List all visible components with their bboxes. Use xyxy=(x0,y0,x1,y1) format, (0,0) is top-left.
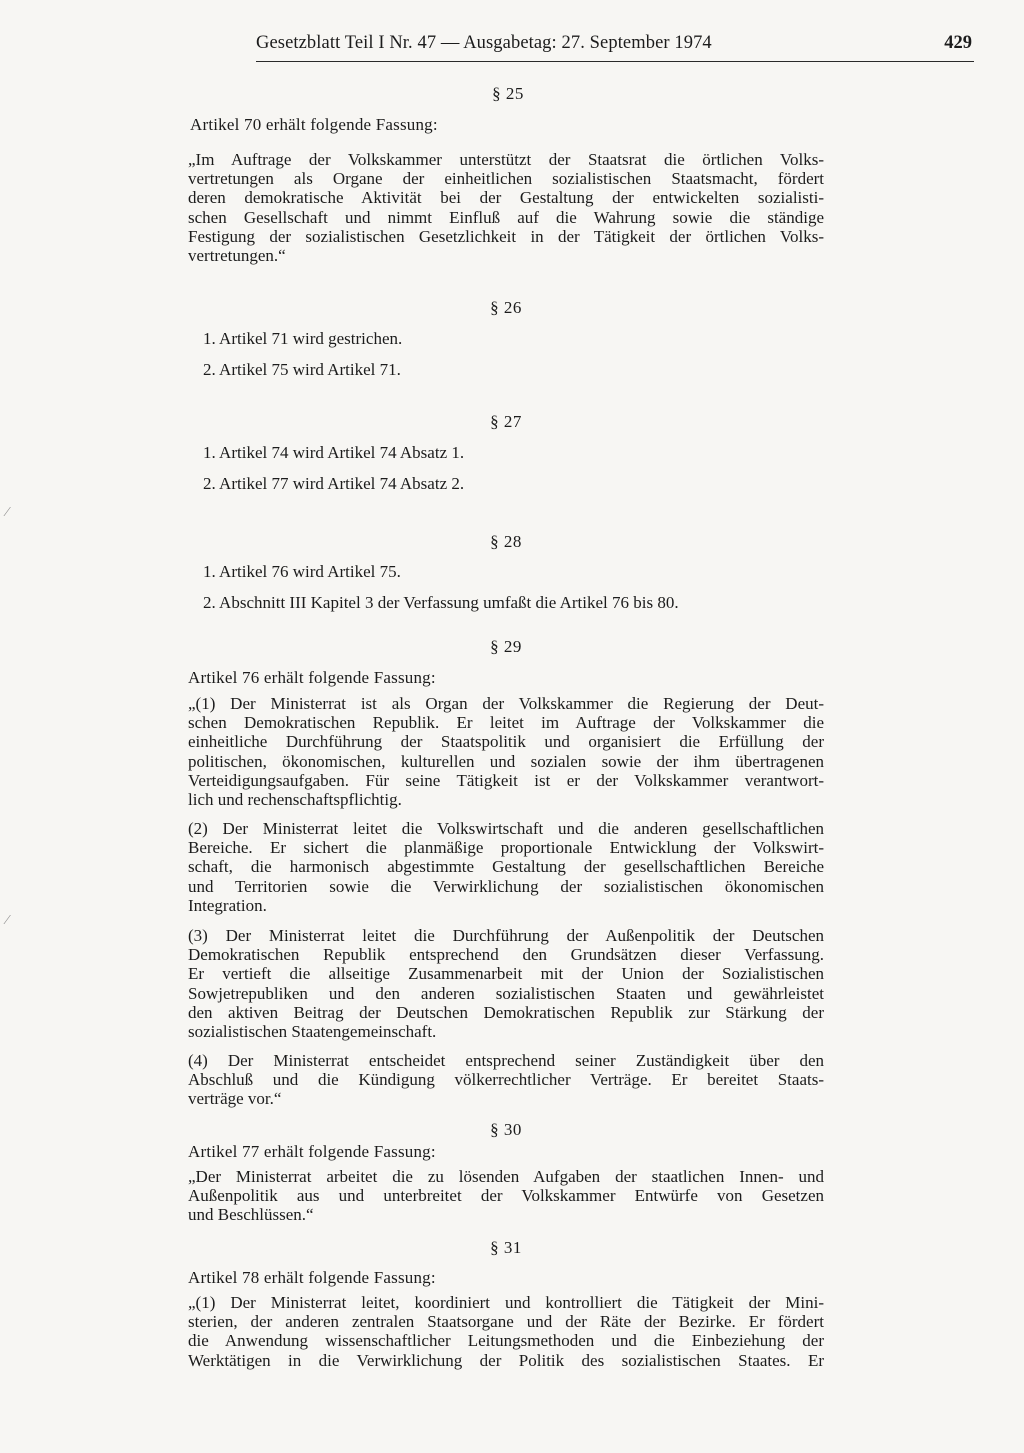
text-line: verträge vor.“ xyxy=(188,1089,282,1109)
section-30-intro: Artikel 77 erhält folgende Fassung: xyxy=(188,1142,436,1161)
text-line: „Im Auftrage der Volkskammer unterstützt der Staatsrat die örtlichen Volks- xyxy=(188,150,824,169)
scan-mark: ⁄ xyxy=(6,913,9,928)
text-line: Bereiche. Er sichert die planmäßige proportionale Entwicklung der Volkswirt- xyxy=(188,838,824,858)
text-line: Werktätigen in die Verwirklichung der Politik des sozialistischen Staates. Er xyxy=(188,1350,824,1370)
text-line: vertretungen als Organe der einheitlichen sozialistischen Staatsmacht, fördert xyxy=(188,169,824,189)
text-line: Sowjetrepubliken und den anderen sozialistischen Staaten und gewährleistet xyxy=(188,983,824,1003)
section-heading-30: § 30 xyxy=(490,1120,522,1139)
text-line: sterien, der anderen zentralen Staatsorgane und der Räte der Bezirke. Er fördert xyxy=(188,1312,824,1332)
section-heading-31: § 31 xyxy=(490,1238,522,1257)
section-heading-29: § 29 xyxy=(490,637,522,656)
page-number: 429 xyxy=(944,33,972,53)
text-line: „(1) Der Ministerrat ist als Organ der Volkskammer die Regierung der Deut- xyxy=(188,694,824,713)
section-25-intro: Artikel 70 erhält folgende Fassung: xyxy=(190,115,438,134)
section-heading-25: § 25 xyxy=(492,84,524,103)
list-item: 2. Artikel 77 wird Artikel 74 Absatz 2. xyxy=(203,474,465,493)
text-line: Demokratischen Republik entsprechend den Grundsätzen dieser Verfassung. xyxy=(188,945,824,965)
list-item: 1. Artikel 76 wird Artikel 75. xyxy=(203,562,401,581)
header-title: Gesetzblatt Teil I Nr. 47 — Ausgabetag: 27. September 1974 xyxy=(256,33,712,53)
text-line: politischen, ökonomischen, kulturellen und sozialen sowie der ihm übertragenen xyxy=(188,751,824,771)
text-line: Verteidigungsaufgaben. Für seine Tätigkeit ist er der Volkskammer verantwort- xyxy=(188,770,824,790)
text-line: „(1) Der Ministerrat leitet, koordiniert und kontrolliert die Tätigkeit der Mini- xyxy=(188,1293,824,1312)
text-line: schaft, die harmonisch abgestimmte Gestaltung der gesellschaftlichen Bereiche xyxy=(188,857,824,877)
text-line: (3) Der Ministerrat leitet die Durchführung der Außenpolitik der Deutschen xyxy=(188,926,824,945)
text-line: deren demokratische Aktivität bei der Gestaltung der entwickelten sozialisti- xyxy=(188,188,824,208)
page-header xyxy=(256,33,974,62)
scan-mark: ⁄ xyxy=(6,505,9,520)
section-29-paragraph-1 xyxy=(188,694,824,809)
text-line: Außenpolitik aus und unterbreitet der Volkskammer Entwürfe von Gesetzen xyxy=(188,1186,824,1206)
section-heading-28: § 28 xyxy=(490,532,522,551)
text-line: schen Demokratischen Republik. Er leitet im Auftrage der Volkskammer die xyxy=(188,713,824,733)
text-line: Festigung der sozialistischen Gesetzlichkeit in der Tätigkeit der örtlichen Volks- xyxy=(188,226,824,246)
text-line: und Territorien sowie die Verwirklichung der sozialistischen ökonomischen xyxy=(188,876,824,896)
section-29-paragraph-4 xyxy=(188,1051,824,1109)
text-line: sozialistischen Staatengemeinschaft. xyxy=(188,1021,437,1041)
text-line: lich und rechenschaftspflichtig. xyxy=(188,789,402,809)
text-line: Er vertieft die allseitige Zusammenarbeit mit der Union der Sozialistischen xyxy=(188,964,824,984)
list-item: 1. Artikel 74 wird Artikel 74 Absatz 1. xyxy=(203,443,465,462)
section-29-intro: Artikel 76 erhält folgende Fassung: xyxy=(188,668,436,687)
section-31-quote xyxy=(188,1293,824,1370)
text-line: vertretungen.“ xyxy=(188,245,286,265)
text-line: Integration. xyxy=(188,895,267,915)
text-line: die Anwendung wissenschaftlicher Leitungsmethoden und die Einbeziehung der xyxy=(188,1331,824,1351)
section-heading-27: § 27 xyxy=(490,412,522,431)
text-line: „Der Ministerrat arbeitet die zu lösenden Aufgaben der staatlichen Innen- und xyxy=(188,1167,824,1186)
list-item: 2. Abschnitt III Kapitel 3 der Verfassung umfaßt die Artikel 76 bis 80. xyxy=(203,593,679,612)
section-25-quote xyxy=(188,150,824,265)
section-heading-26: § 26 xyxy=(490,298,522,317)
section-29-paragraph-3 xyxy=(188,926,824,1041)
list-item: 2. Artikel 75 wird Artikel 71. xyxy=(203,360,401,379)
section-30-quote xyxy=(188,1167,824,1225)
text-line: (2) Der Ministerrat leitet die Volkswirtschaft und die anderen gesellschaftlichen xyxy=(188,819,824,838)
text-line: Abschluß und die Kündigung völkerrechtlicher Verträge. Er bereitet Staats- xyxy=(188,1070,824,1090)
text-line: schen Gesellschaft und nimmt Einfluß auf die Wahrung sowie die ständige xyxy=(188,207,824,227)
text-line: und Beschlüssen.“ xyxy=(188,1205,314,1225)
section-31-intro: Artikel 78 erhält folgende Fassung: xyxy=(188,1268,436,1287)
list-item: 1. Artikel 71 wird gestrichen. xyxy=(203,329,403,348)
text-line: (4) Der Ministerrat entscheidet entsprechend seiner Zuständigkeit über den xyxy=(188,1051,824,1070)
text-line: einheitliche Durchführung der Staatspolitik und organisiert die Erfüllung der xyxy=(188,732,824,752)
section-29-paragraph-2 xyxy=(188,819,824,915)
text-line: den aktiven Beitrag der Deutschen Demokratischen Republik zur Stärkung der xyxy=(188,1002,824,1022)
